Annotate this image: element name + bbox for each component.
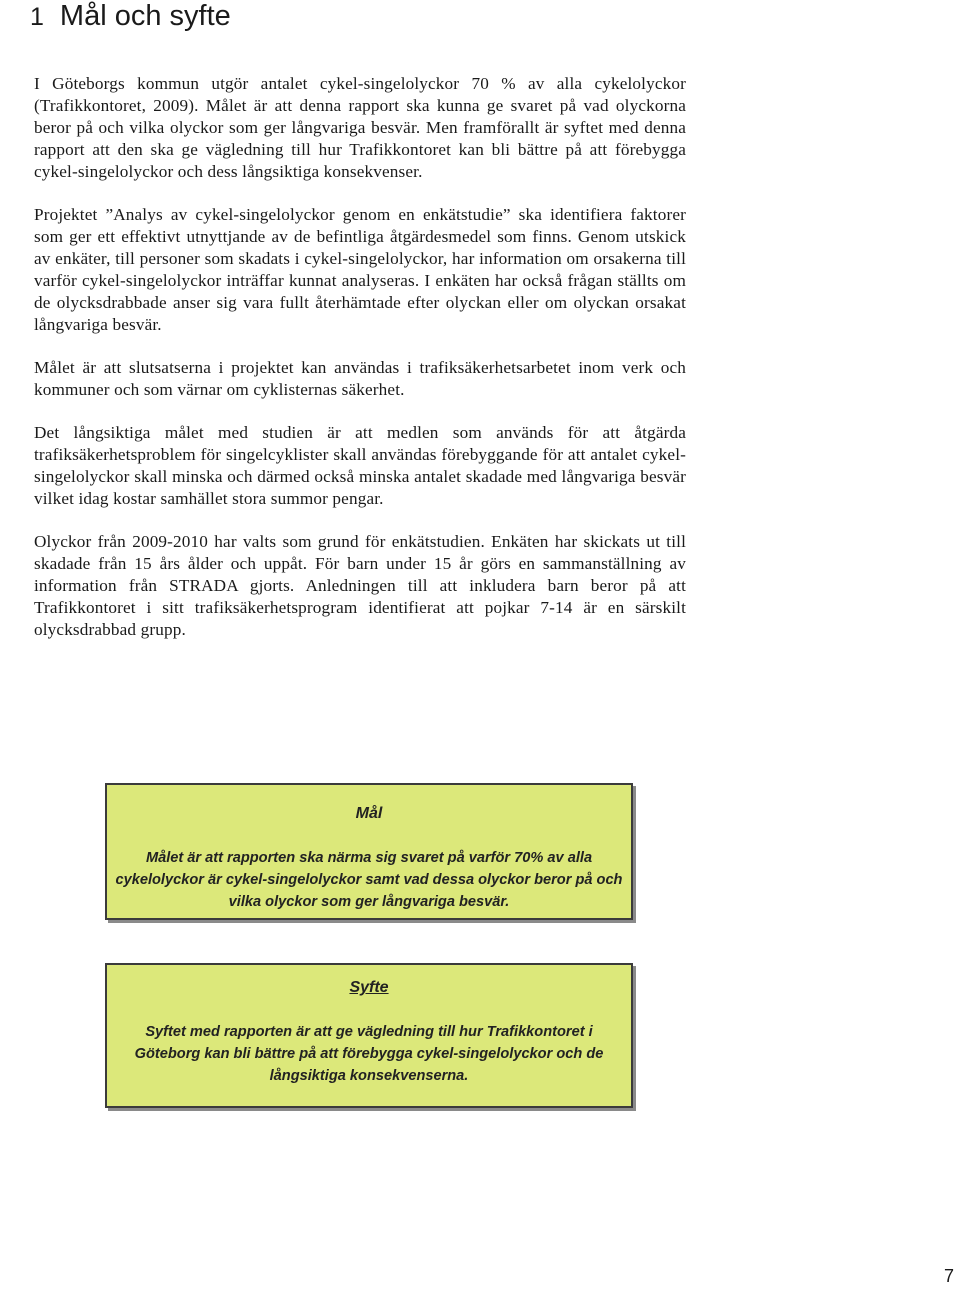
paragraph-project: Projektet ”Analys av cykel-singelolyckor genom en enkätstudie” ska identifiera faktorer som ger ett effektivt utnyttjande av de befintliga åtgärdesmedel som finns. Genom utskick av enkäter, till personer som skadats i cykel-singelolyckor, har information om orsakerna till varför cykel-singelolyckor inträffar kunnat analyseras. I enkäten har också frågan ställts om de olycksdrabbade anser sig vara fullt återhämtade efter olyckan eller om olyckan orsakat långvariga besvär.	[34, 205, 686, 334]
goal-box-title: Mål	[355, 805, 383, 822]
section-heading	[30, 0, 231, 36]
purpose-box-title-wrapper	[107, 977, 631, 999]
section-title: Mål och syfte	[59, 0, 231, 32]
purpose-box-title: Syfte	[349, 979, 389, 996]
page-number: 7	[943, 1266, 954, 1286]
purpose-box	[105, 963, 633, 1108]
paragraph-data-basis: Olyckor från 2009-2010 har valts som grund för enkätstudien. Enkäten har skickats ut till skadade från 15 års ålder och uppåt. För barn under 15 år görs en sammanställning av information från STRADA gjorts. Anledningen till att inkludera barn beror på att Trafikkontoret i sitt trafiksäkerhetsprogram identifierat att pojkar 7-14 är en särskilt olycksdrabbad grupp.	[34, 532, 686, 639]
paragraph-intro: I Göteborgs kommun utgör antalet cykel-singelolyckor 70 % av alla cykelolyckor (Trafikkontoret, 2009). Målet är att denna rapport ska kunna ge svaret på vad olyckorna beror på och vilka olyckor som ger långvariga besvär. Men framförallt är syftet med denna rapport att den ska ge vägledning till hur Trafikkontoret kan bli bättre på att förebygga cykel-singelolyckor och dess långsiktiga konsekvenser.	[34, 74, 686, 181]
section-number: 1	[30, 3, 44, 31]
body-text	[34, 73, 686, 641]
paragraph-long-term-goal: Det långsiktiga målet med studien är att medlen som används för att åtgärda trafiksäkerhetsproblem för singelcyklister skall användas förebyggande för att antalet cykel-singelolyckor skall minska och därmed också minska antalet skadade med långvariga besvär vilket idag kostar samhället stora summor pengar.	[34, 423, 686, 508]
goal-box	[105, 783, 633, 920]
paragraph-conclusions: Målet är att slutsatserna i projektet kan användas i trafiksäkerhetsarbetet inom verk och kommuner och som värnar om cyklisternas säkerhet.	[34, 358, 686, 399]
goal-box-text: Målet är att rapporten ska närma sig svaret på varför 70% av alla cykelolyckor är cykel-singelolyckor samt vad dessa olyckor beror på och vilka olyckor som ger långvariga besvär.	[115, 850, 623, 910]
purpose-box-text: Syftet med rapporten är att ge vägledning till hur Trafikkontoret i Göteborg kan bli bättre på att förebygga cykel-singelolyckor och de långsiktiga konsekvenserna.	[134, 1024, 604, 1084]
